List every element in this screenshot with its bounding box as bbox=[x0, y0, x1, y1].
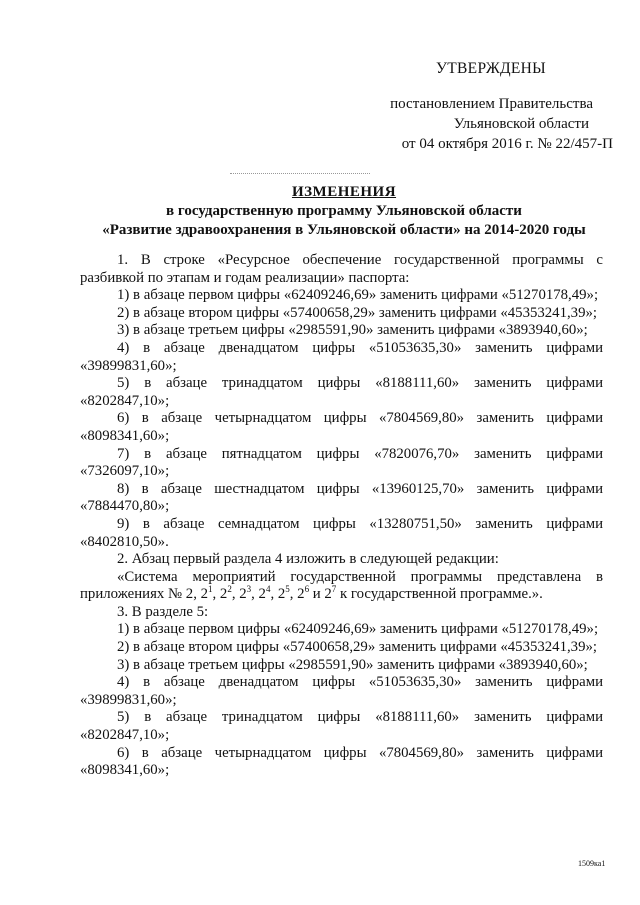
title-line: «Развитие здравоохранения в Ульяновской области» на 2014-2020 годы bbox=[102, 222, 586, 238]
paragraph: 1) в абзаце первом цифры «62409246,69» заменить цифрами «51270178,49»; bbox=[117, 621, 599, 638]
paragraph: 6) в абзаце четырнадцатом цифры «7804569,80» заменить цифрами «8098341,60»; bbox=[80, 410, 603, 444]
appendix-sup: 1 bbox=[208, 584, 213, 595]
paragraph: 1. В строке «Ресурсное обеспечение государственной программы с разбивкой по этапам и годам реализации» паспорта: bbox=[80, 252, 603, 286]
appendix-sup: 2 bbox=[227, 584, 232, 595]
paragraph: 8) в абзаце шестнадцатом цифры «13960125,70» заменить цифрами «7884470,80»; bbox=[80, 480, 603, 515]
paragraph: 2) в абзаце втором цифры «57400658,29» заменить цифрами «45353241,39»; bbox=[117, 639, 597, 656]
paragraph: 3) в абзаце третьем цифры «2985591,90» заменить цифрами «3893940,60»; bbox=[117, 322, 588, 339]
document-title bbox=[80, 183, 608, 240]
scan-artifact bbox=[230, 173, 370, 176]
paragraph: 2. Абзац первый раздела 4 изложить в следующей редакции: bbox=[117, 551, 499, 568]
decree-line: Ульяновской области bbox=[453, 116, 589, 132]
appendix-text: «Система мероприятий государственной программы представлена в приложениях № 2, 2 bbox=[80, 568, 603, 603]
paragraph: 4) в абзаце двенадцатом цифры «51053635,30» заменить цифрами «39899831,60»; bbox=[80, 339, 603, 374]
decree-reference bbox=[313, 94, 613, 154]
paragraph-appendix-refs: «Система мероприятий государственной программы представлена в приложениях № 2, $2^1$, $2^2$, $2^3$, $2^4$, $2^5$, $2^6$ и $2^7$ к государственной программе.». bbox=[80, 568, 603, 603]
decree-line: постановлением Правительства bbox=[390, 96, 593, 112]
paragraph: 6) в абзаце четырнадцатом цифры «7804569,80» заменить цифрами «8098341,60»; bbox=[80, 744, 603, 779]
paragraph: 2) в абзаце втором цифры «57400658,29» заменить цифрами «45353241,39»; bbox=[117, 304, 597, 321]
appendix-sup: 3 bbox=[246, 584, 252, 595]
decree-line: от 04 октября 2016 г. № 22/457-П bbox=[401, 136, 613, 152]
paragraph: 5) в абзаце тринадцатом цифры «8188111,60» заменить цифрами «8202847,10»; bbox=[80, 375, 603, 409]
appendix-sup: 6 bbox=[304, 584, 310, 595]
paragraph: 9) в абзаце семнадцатом цифры «13280751,50» заменить цифрами «8402810,50». bbox=[80, 515, 603, 550]
paragraph: 3) в абзаце третьем цифры «2985591,90» заменить цифрами «3893940,60»; bbox=[117, 656, 588, 673]
title-heading: ИЗМЕНЕНИЯ bbox=[291, 184, 397, 200]
paragraph: 4) в абзаце двенадцатом цифры «51053635,30» заменить цифрами «39899831,60»; bbox=[80, 674, 603, 708]
paragraph: 7) в абзаце пятнадцатом цифры «7820076,70» заменить цифрами «7326097,10»; bbox=[80, 445, 603, 480]
appendix-sup: 7 bbox=[331, 584, 337, 595]
footer-code: 1509ка1 bbox=[578, 859, 606, 868]
paragraph: 3. В разделе 5: bbox=[117, 603, 209, 620]
appendix-sup: 5 bbox=[285, 584, 290, 595]
document-body bbox=[80, 252, 603, 780]
title-line: в государственную программу Ульяновской области bbox=[166, 203, 522, 219]
approval-stamp: УТВЕРЖДЕНЫ bbox=[436, 60, 546, 77]
appendix-sup: 4 bbox=[265, 584, 271, 595]
paragraph: 5) в абзаце тринадцатом цифры «8188111,60» заменить цифрами «8202847,10»; bbox=[80, 709, 603, 744]
paragraph: 1) в абзаце первом цифры «62409246,69» заменить цифрами «51270178,49»; bbox=[117, 287, 599, 304]
